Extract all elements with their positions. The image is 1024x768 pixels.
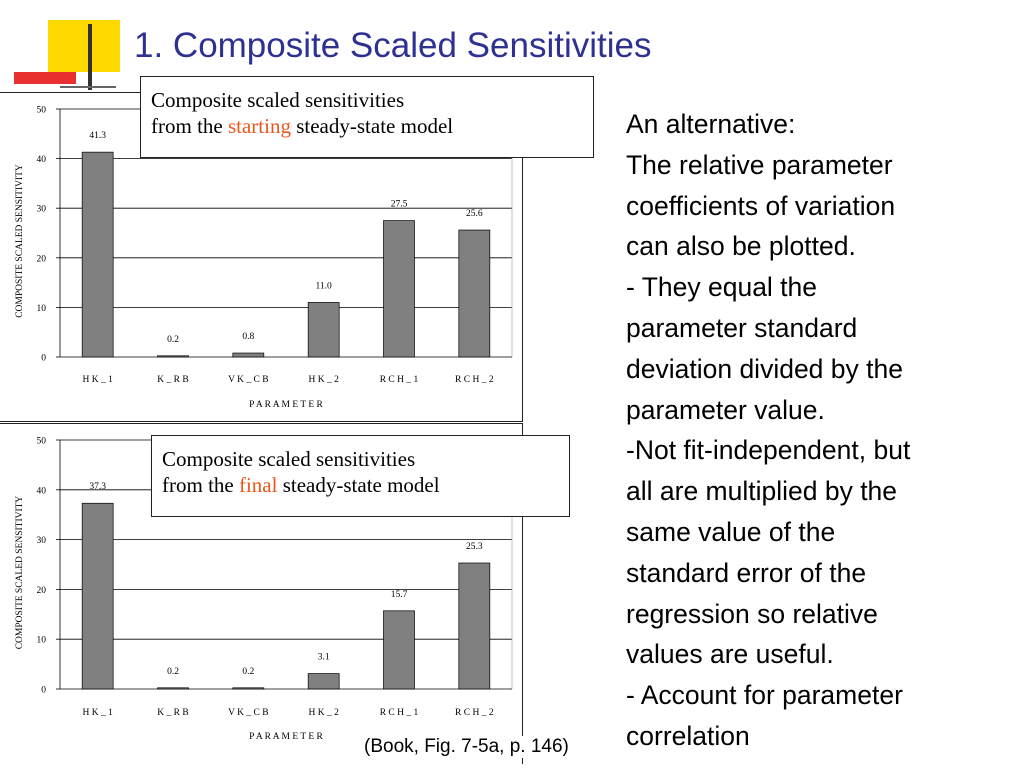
- explanation-line: values are useful.: [626, 639, 834, 670]
- y-tick-label: 0: [41, 353, 46, 364]
- explanation-line: -Not fit-independent, but: [626, 435, 911, 466]
- y-tick-label: 40: [36, 155, 46, 166]
- bar-value-label: 37.3: [89, 482, 106, 493]
- callout-final-line2: [162, 472, 559, 498]
- bar: [82, 503, 113, 689]
- x-category-label: R C H _ 2: [455, 708, 494, 718]
- x-axis-title: P A R A M E T E R: [249, 732, 323, 742]
- x-category-label: V K _ C B: [228, 375, 269, 385]
- y-axis-title: COMPOSITE SCALED SENSITIVITY: [15, 495, 25, 650]
- explanation-line: An alternative:: [626, 109, 796, 139]
- bar: [459, 563, 490, 689]
- bar: [82, 152, 113, 357]
- x-category-label: R C H _ 1: [379, 708, 419, 718]
- bar: [308, 302, 339, 357]
- explanation-line: The relative parameter: [626, 149, 893, 180]
- y-tick-label: 50: [36, 105, 46, 116]
- bar-value-label: 0.8: [242, 332, 255, 343]
- bar: [158, 356, 189, 357]
- bar-value-label: 25.3: [466, 542, 483, 553]
- callout-final-pre: from the: [162, 473, 239, 497]
- callout-final-post: steady-state model: [277, 473, 440, 497]
- callout-starting-pre: from the: [151, 114, 228, 138]
- logo-red-bar: [14, 72, 76, 84]
- callout-starting-post: steady-state model: [290, 114, 454, 138]
- explanation-line: all are multiplied by the: [626, 476, 898, 507]
- bar: [233, 353, 264, 357]
- x-category-label: K _ R B: [157, 375, 189, 385]
- y-tick-label: 20: [36, 585, 46, 596]
- y-tick-label: 40: [36, 486, 46, 497]
- bar: [384, 221, 415, 357]
- logo-yellow-square: [48, 20, 120, 72]
- bar-value-label: 3.1: [317, 652, 330, 663]
- explanation-line: - They equal the: [626, 272, 818, 303]
- y-tick-label: 50: [36, 436, 46, 447]
- y-tick-label: 30: [36, 204, 46, 215]
- explanation-line: deviation divided by the: [626, 353, 903, 384]
- explanation-line: - Account for parameter: [626, 680, 903, 711]
- callout-starting-highlight: starting: [227, 114, 291, 138]
- y-tick-label: 30: [36, 536, 46, 547]
- explanation-line: same value of the: [626, 516, 836, 547]
- bar: [384, 611, 415, 689]
- slide-title: 1. Composite Scaled Sensitivities: [134, 26, 652, 65]
- x-category-label: H K _ 1: [82, 708, 113, 718]
- callout-final-line1: Composite scaled sensitivities: [162, 447, 416, 471]
- explanation-line: correlation: [626, 720, 750, 751]
- callout-starting-model: [140, 76, 594, 158]
- x-category-label: H K _ 2: [308, 375, 339, 385]
- bar-value-label: 0.2: [242, 666, 255, 677]
- bar: [459, 230, 490, 357]
- bar-value-label: 0.2: [167, 334, 179, 345]
- y-tick-label: 10: [36, 635, 46, 646]
- x-category-label: R C H _ 1: [379, 375, 419, 385]
- bar-value-label: 41.3: [89, 131, 106, 142]
- callout-starting-line1: Composite scaled sensitivities: [151, 88, 405, 112]
- callout-final-highlight: final: [238, 473, 278, 497]
- explanation-line: regression so relative: [626, 598, 878, 629]
- y-tick-label: 10: [36, 303, 46, 314]
- bar-value-label: 27.5: [390, 199, 408, 210]
- bar: [233, 688, 264, 689]
- logo-vertical-line: [88, 24, 92, 90]
- x-category-label: R C H _ 2: [455, 375, 494, 385]
- x-category-label: H K _ 2: [308, 708, 339, 718]
- explanation-line: parameter standard: [626, 312, 858, 343]
- x-category-label: H K _ 1: [82, 375, 113, 385]
- explanation-text: [626, 104, 1016, 757]
- explanation-line: standard error of the: [626, 557, 867, 588]
- bar-value-label: 11.0: [315, 281, 332, 292]
- y-axis-title: COMPOSITE SCALED SENSITIVITY: [15, 164, 25, 318]
- bar: [308, 674, 339, 689]
- bar-value-label: 15.7: [390, 589, 408, 600]
- bar-value-label: 25.6: [466, 209, 483, 220]
- callout-starting-line2: [151, 113, 583, 139]
- bar: [158, 688, 189, 689]
- source-citation: (Book, Fig. 7-5a, p. 146): [364, 736, 569, 757]
- x-category-label: V K _ C B: [228, 708, 269, 718]
- logo-horizontal-line: [60, 86, 116, 88]
- x-axis-title: P A R A M E T E R: [249, 400, 323, 410]
- callout-final-model: [151, 435, 570, 517]
- y-tick-label: 0: [41, 685, 46, 696]
- explanation-line: can also be plotted.: [626, 231, 856, 262]
- bar-value-label: 0.2: [167, 666, 179, 677]
- x-category-label: K _ R B: [157, 708, 189, 718]
- y-tick-label: 20: [36, 254, 46, 265]
- explanation-line: coefficients of variation: [626, 190, 896, 221]
- explanation-line: parameter value.: [626, 394, 825, 425]
